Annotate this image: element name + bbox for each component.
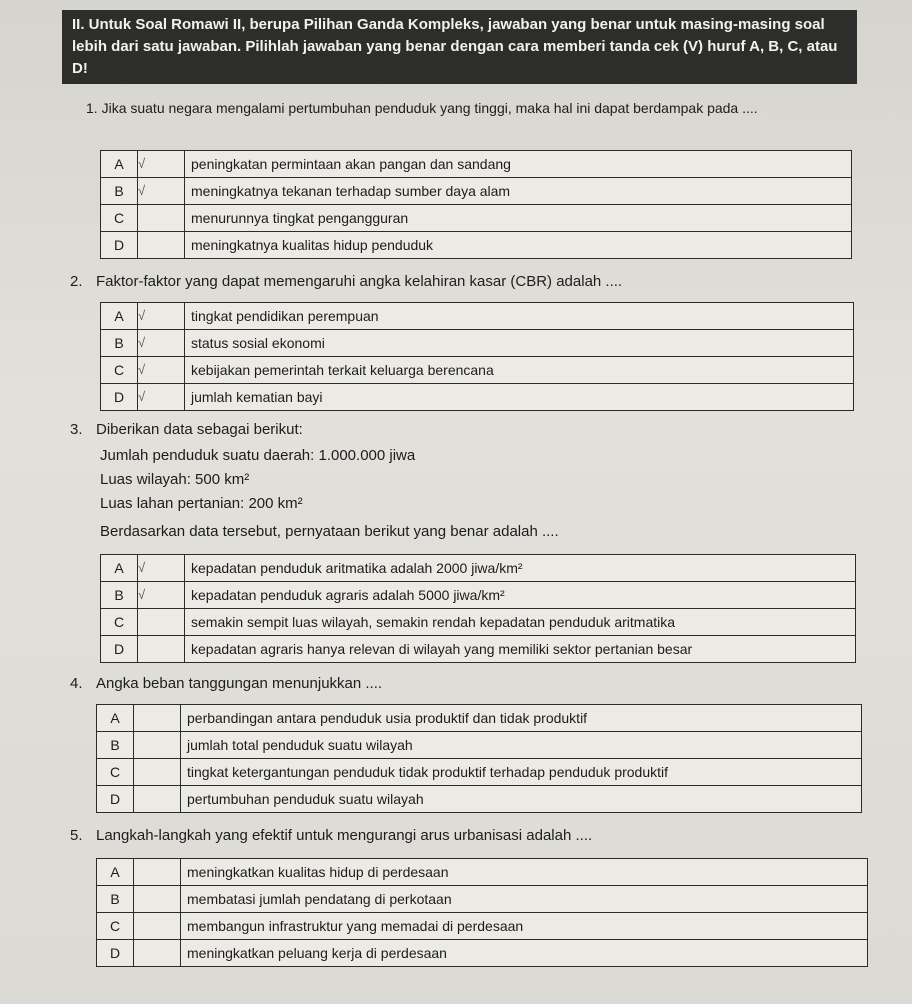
- option-row[interactable]: [101, 151, 852, 178]
- option-row[interactable]: [101, 232, 852, 259]
- option-row[interactable]: [101, 178, 852, 205]
- question-text: Faktor-faktor yang dapat memengaruhi angka kelahiran kasar (CBR) adalah ....: [96, 273, 623, 290]
- option-text: perbandingan antara penduduk usia produktif dan tidak produktif: [181, 705, 862, 732]
- question-4: [70, 674, 860, 694]
- option-letter: A: [97, 859, 134, 886]
- option-letter: C: [101, 609, 138, 636]
- data-line: Jumlah penduduk suatu daerah: 1.000.000 jiwa: [100, 447, 416, 464]
- option-row[interactable]: [97, 859, 868, 886]
- options-table-q2: [100, 302, 854, 411]
- option-text: menurunnya tingkat pengangguran: [185, 205, 852, 232]
- check-mark[interactable]: √: [138, 330, 185, 357]
- option-letter: A: [101, 303, 138, 330]
- question-number: 3.: [70, 421, 83, 438]
- check-mark[interactable]: √: [138, 582, 185, 609]
- check-mark[interactable]: [134, 705, 181, 732]
- question-number: 1.: [86, 100, 98, 116]
- option-row[interactable]: [101, 384, 854, 411]
- question-3: [70, 420, 860, 440]
- option-row[interactable]: [101, 609, 856, 636]
- data-line: Luas lahan pertanian: 200 km²: [100, 495, 303, 512]
- check-mark[interactable]: [134, 859, 181, 886]
- question-number: 2.: [70, 273, 83, 290]
- option-row[interactable]: [101, 555, 856, 582]
- options-table-q3: [100, 554, 856, 663]
- question-text: Diberikan data sebagai berikut:: [96, 421, 303, 438]
- check-mark[interactable]: [134, 786, 181, 813]
- option-letter: A: [101, 151, 138, 178]
- option-text: membangun infrastruktur yang memadai di perdesaan: [181, 913, 868, 940]
- check-mark[interactable]: [134, 732, 181, 759]
- check-mark[interactable]: [134, 886, 181, 913]
- option-letter: D: [101, 232, 138, 259]
- option-row[interactable]: [101, 636, 856, 663]
- option-text: meningkatnya tekanan terhadap sumber daya alam: [185, 178, 852, 205]
- option-letter: C: [97, 913, 134, 940]
- option-letter: B: [101, 582, 138, 609]
- check-mark[interactable]: √: [138, 555, 185, 582]
- check-mark[interactable]: [138, 205, 185, 232]
- option-text: kepadatan agraris hanya relevan di wilayah yang memiliki sektor pertanian besar: [185, 636, 856, 663]
- option-row[interactable]: [97, 786, 862, 813]
- question-number: 5.: [70, 827, 83, 844]
- options-table-q4: [96, 704, 862, 813]
- option-text: semakin sempit luas wilayah, semakin rendah kepadatan penduduk aritmatika: [185, 609, 856, 636]
- option-text: meningkatnya kualitas hidup penduduk: [185, 232, 852, 259]
- question-prompt: Berdasarkan data tersebut, pernyataan berikut yang benar adalah ....: [100, 523, 559, 540]
- question-text: Angka beban tanggungan menunjukkan ....: [96, 675, 383, 692]
- option-text: jumlah total penduduk suatu wilayah: [181, 732, 862, 759]
- data-line: Luas wilayah: 500 km²: [100, 471, 250, 488]
- instruction-text: II. Untuk Soal Romawi II, berupa Pilihan Ganda Kompleks, jawaban yang benar untuk masing-masing soal lebih dari satu jawaban. Pilihlah jawaban yang benar dengan cara memberi tanda cek (V) huruf A, B, C, atau D!: [72, 16, 838, 77]
- option-text: meningkatkan kualitas hidup di perdesaan: [181, 859, 868, 886]
- check-mark[interactable]: [134, 940, 181, 967]
- option-letter: D: [101, 384, 138, 411]
- option-letter: B: [101, 330, 138, 357]
- option-text: peningkatan permintaan akan pangan dan sandang: [185, 151, 852, 178]
- question-text: Jika suatu negara mengalami pertumbuhan penduduk yang tinggi, maka hal ini dapat berdampak pada ....: [101, 100, 758, 116]
- option-row[interactable]: [97, 732, 862, 759]
- options-table-q5: [96, 858, 868, 967]
- option-text: membatasi jumlah pendatang di perkotaan: [181, 886, 868, 913]
- option-letter: D: [101, 636, 138, 663]
- check-mark[interactable]: [138, 636, 185, 663]
- instruction-banner: [62, 10, 857, 84]
- option-letter: A: [97, 705, 134, 732]
- option-text: kebijakan pemerintah terkait keluarga berencana: [185, 357, 854, 384]
- check-mark[interactable]: √: [138, 151, 185, 178]
- option-letter: B: [97, 886, 134, 913]
- option-row[interactable]: [101, 582, 856, 609]
- option-row[interactable]: [97, 913, 868, 940]
- option-row[interactable]: [101, 330, 854, 357]
- question-text: Langkah-langkah yang efektif untuk mengurangi arus urbanisasi adalah ....: [96, 827, 593, 844]
- option-text: jumlah kematian bayi: [185, 384, 854, 411]
- question-1: [86, 98, 856, 118]
- option-letter: C: [101, 357, 138, 384]
- question-2: [70, 272, 860, 292]
- question-number: 4.: [70, 675, 83, 692]
- option-row[interactable]: [101, 303, 854, 330]
- check-mark[interactable]: √: [138, 384, 185, 411]
- option-text: tingkat pendidikan perempuan: [185, 303, 854, 330]
- option-text: kepadatan penduduk aritmatika adalah 2000 jiwa/km²: [185, 555, 856, 582]
- check-mark[interactable]: [138, 232, 185, 259]
- option-text: pertumbuhan penduduk suatu wilayah: [181, 786, 862, 813]
- check-mark[interactable]: [134, 759, 181, 786]
- check-mark[interactable]: √: [138, 357, 185, 384]
- option-row[interactable]: [101, 357, 854, 384]
- option-text: meningkatkan peluang kerja di perdesaan: [181, 940, 868, 967]
- option-row[interactable]: [97, 705, 862, 732]
- option-text: status sosial ekonomi: [185, 330, 854, 357]
- option-letter: A: [101, 555, 138, 582]
- option-text: tingkat ketergantungan penduduk tidak produktif terhadap penduduk produktif: [181, 759, 862, 786]
- options-table-q1: [100, 150, 852, 259]
- check-mark[interactable]: [138, 609, 185, 636]
- option-row[interactable]: [97, 759, 862, 786]
- option-row[interactable]: [101, 205, 852, 232]
- option-letter: C: [97, 759, 134, 786]
- option-text: kepadatan penduduk agraris adalah 5000 jiwa/km²: [185, 582, 856, 609]
- question-5: [70, 826, 860, 846]
- option-letter: D: [97, 786, 134, 813]
- check-mark[interactable]: √: [138, 303, 185, 330]
- option-row[interactable]: [97, 886, 868, 913]
- check-mark[interactable]: √: [138, 178, 185, 205]
- option-letter: B: [97, 732, 134, 759]
- option-letter: C: [101, 205, 138, 232]
- check-mark[interactable]: [134, 913, 181, 940]
- option-row[interactable]: [97, 940, 868, 967]
- option-letter: D: [97, 940, 134, 967]
- option-letter: B: [101, 178, 138, 205]
